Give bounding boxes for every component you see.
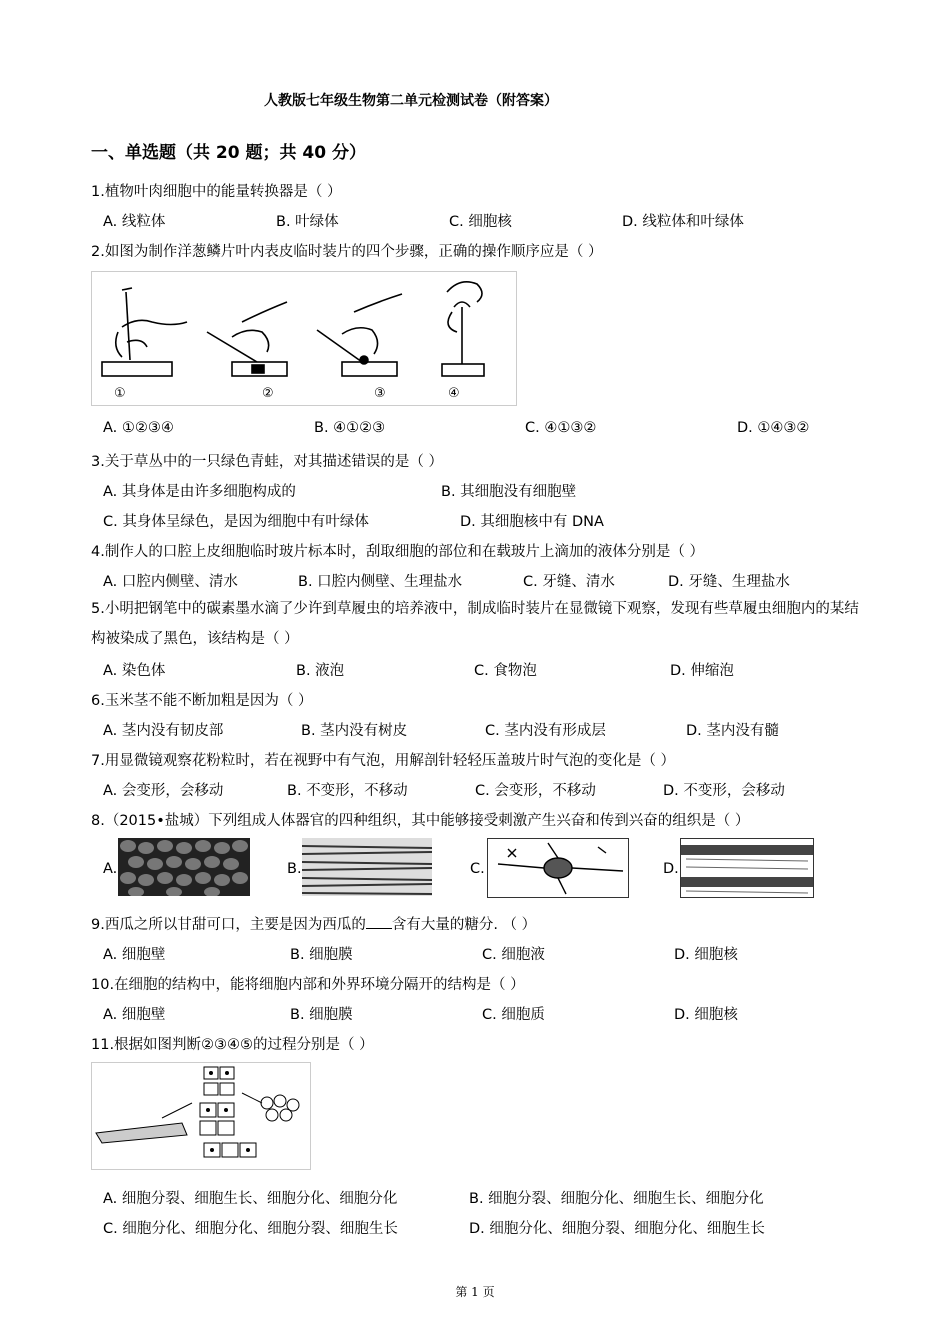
q5-option-b[interactable]: B. 液泡 (296, 663, 345, 679)
connective-tissue-image (680, 838, 814, 898)
q3-option-a[interactable]: A. 其身体是由许多细胞构成的 (103, 484, 296, 500)
question-9 (91, 913, 536, 934)
q7-option-b[interactable]: B. 不变形，不移动 (287, 783, 408, 799)
q11-option-d[interactable]: D. 细胞分化、细胞分裂、细胞分化、细胞生长 (469, 1221, 765, 1237)
q9-blank (366, 916, 392, 929)
question-10: 10.在细胞的结构中，能将细胞内部和外界环境分隔开的结构是（ ） (91, 977, 525, 993)
q11-option-c[interactable]: C. 细胞分化、细胞分化、细胞分裂、细胞生长 (103, 1221, 398, 1237)
q9-option-d[interactable]: D. 细胞核 (674, 947, 738, 963)
q3-option-d[interactable]: D. 其细胞核中有 DNA (460, 514, 604, 530)
q3-option-c[interactable]: C. 其身体呈绿色，是因为细胞中有叶绿体 (103, 514, 369, 530)
q4-option-c[interactable]: C. 牙缝、清水 (523, 574, 615, 590)
q6-option-a[interactable]: A. 茎内没有韧皮部 (103, 723, 224, 739)
cell-division-figure (91, 1062, 311, 1170)
q2-option-d[interactable]: D. ①④③② (737, 420, 810, 436)
q9-option-a[interactable]: A. 细胞壁 (103, 947, 166, 963)
q9-stem-after: 含有大量的糖分. （ ） (391, 917, 537, 933)
fig-label-4: ④ (448, 386, 460, 401)
question-4: 4.制作人的口腔上皮细胞临时玻片标本时，刮取细胞的部位和在载玻片上滴加的液体分别是（ ） (91, 544, 704, 560)
q6-option-c[interactable]: C. 茎内没有形成层 (485, 723, 606, 739)
q2-option-b[interactable]: B. ④①②③ (314, 420, 386, 436)
q5-option-d[interactable]: D. 伸缩泡 (670, 663, 734, 679)
q7-option-d[interactable]: D. 不变形，会移动 (663, 783, 785, 799)
q1-option-a[interactable]: A. 线粒体 (103, 214, 166, 230)
q1-option-d[interactable]: D. 线粒体和叶绿体 (622, 214, 744, 230)
q11-option-b[interactable]: B. 细胞分裂、细胞分化、细胞生长、细胞分化 (469, 1191, 764, 1207)
page-title: 人教版七年级生物第二单元检测试卷（附答案） (264, 93, 558, 109)
question-8: 8.（2015•盐城）下列组成人体器官的四种组织，其中能够接受刺激产生兴奋和传到兴奋的组织是（ ） (91, 813, 750, 829)
question-3: 3.关于草丛中的一只绿色青蛙，对其描述错误的是（ ） (91, 454, 443, 470)
q9-stem-before: 9.西瓜之所以甘甜可口，主要是因为西瓜的 (91, 917, 366, 933)
page-footer: 第 1 页 (455, 1285, 495, 1299)
q5-option-c[interactable]: C. 食物泡 (474, 663, 537, 679)
question-7: 7.用显微镜观察花粉粒时，若在视野中有气泡，用解剖针轻轻压盖玻片时气泡的变化是（ ） (91, 753, 675, 769)
q10-option-d[interactable]: D. 细胞核 (674, 1007, 738, 1023)
q8-option-b[interactable]: B. (287, 861, 302, 877)
q10-option-a[interactable]: A. 细胞壁 (103, 1007, 166, 1023)
q1-option-c[interactable]: C. 细胞核 (449, 214, 512, 230)
section-heading: 一、单选题（共 20 题；共 40 分） (91, 143, 366, 163)
q6-option-b[interactable]: B. 茎内没有树皮 (301, 723, 408, 739)
question-5: 5.小明把钢笔中的碳素墨水滴了少许到草履虫的培养液中，制成临时装片在显微镜下观察，发现有些草履虫细胞内的某结构被染成了黑色，该结构是（ ） (91, 601, 859, 647)
q4-option-a[interactable]: A. 口腔内侧壁、清水 (103, 574, 238, 590)
nerve-tissue-image (487, 838, 629, 898)
q2-option-a[interactable]: A. ①②③④ (103, 420, 174, 436)
slide-steps-figure (91, 271, 517, 406)
q9-option-b[interactable]: B. 细胞膜 (290, 947, 353, 963)
q8-option-a[interactable]: A. (103, 861, 118, 877)
q4-option-b[interactable]: B. 口腔内侧壁、生理盐水 (298, 574, 463, 590)
q7-option-c[interactable]: C. 会变形，不移动 (475, 783, 596, 799)
question-1: 1.植物叶肉细胞中的能量转换器是（ ） (91, 184, 342, 200)
fig-label-1: ① (114, 386, 126, 401)
question-6: 6.玉米茎不能不断加粗是因为（ ） (91, 693, 313, 709)
q1-option-b[interactable]: B. 叶绿体 (276, 214, 339, 230)
q11-option-a[interactable]: A. 细胞分裂、细胞生长、细胞分化、细胞分化 (103, 1191, 398, 1207)
q9-option-c[interactable]: C. 细胞液 (482, 947, 545, 963)
q10-option-c[interactable]: C. 细胞质 (482, 1007, 545, 1023)
muscle-tissue-image (302, 838, 432, 896)
fig-label-2: ② (262, 386, 274, 401)
q8-option-c[interactable]: C. (470, 861, 485, 877)
question-2: 2.如图为制作洋葱鳞片叶内表皮临时装片的四个步骤，正确的操作顺序应是（ ） (91, 244, 603, 260)
epithelial-tissue-image (118, 838, 250, 896)
question-11: 11.根据如图判断②③④⑤的过程分别是（ ） (91, 1037, 374, 1053)
q2-option-c[interactable]: C. ④①③② (525, 420, 597, 436)
fig-label-3: ③ (374, 386, 386, 401)
q8-option-d[interactable]: D. (663, 861, 679, 877)
q6-option-d[interactable]: D. 茎内没有髓 (686, 723, 779, 739)
q4-option-d[interactable]: D. 牙缝、生理盐水 (668, 574, 790, 590)
q3-option-b[interactable]: B. 其细胞没有细胞壁 (441, 484, 577, 500)
q7-option-a[interactable]: A. 会变形，会移动 (103, 783, 224, 799)
q5-option-a[interactable]: A. 染色体 (103, 663, 166, 679)
q10-option-b[interactable]: B. 细胞膜 (290, 1007, 353, 1023)
